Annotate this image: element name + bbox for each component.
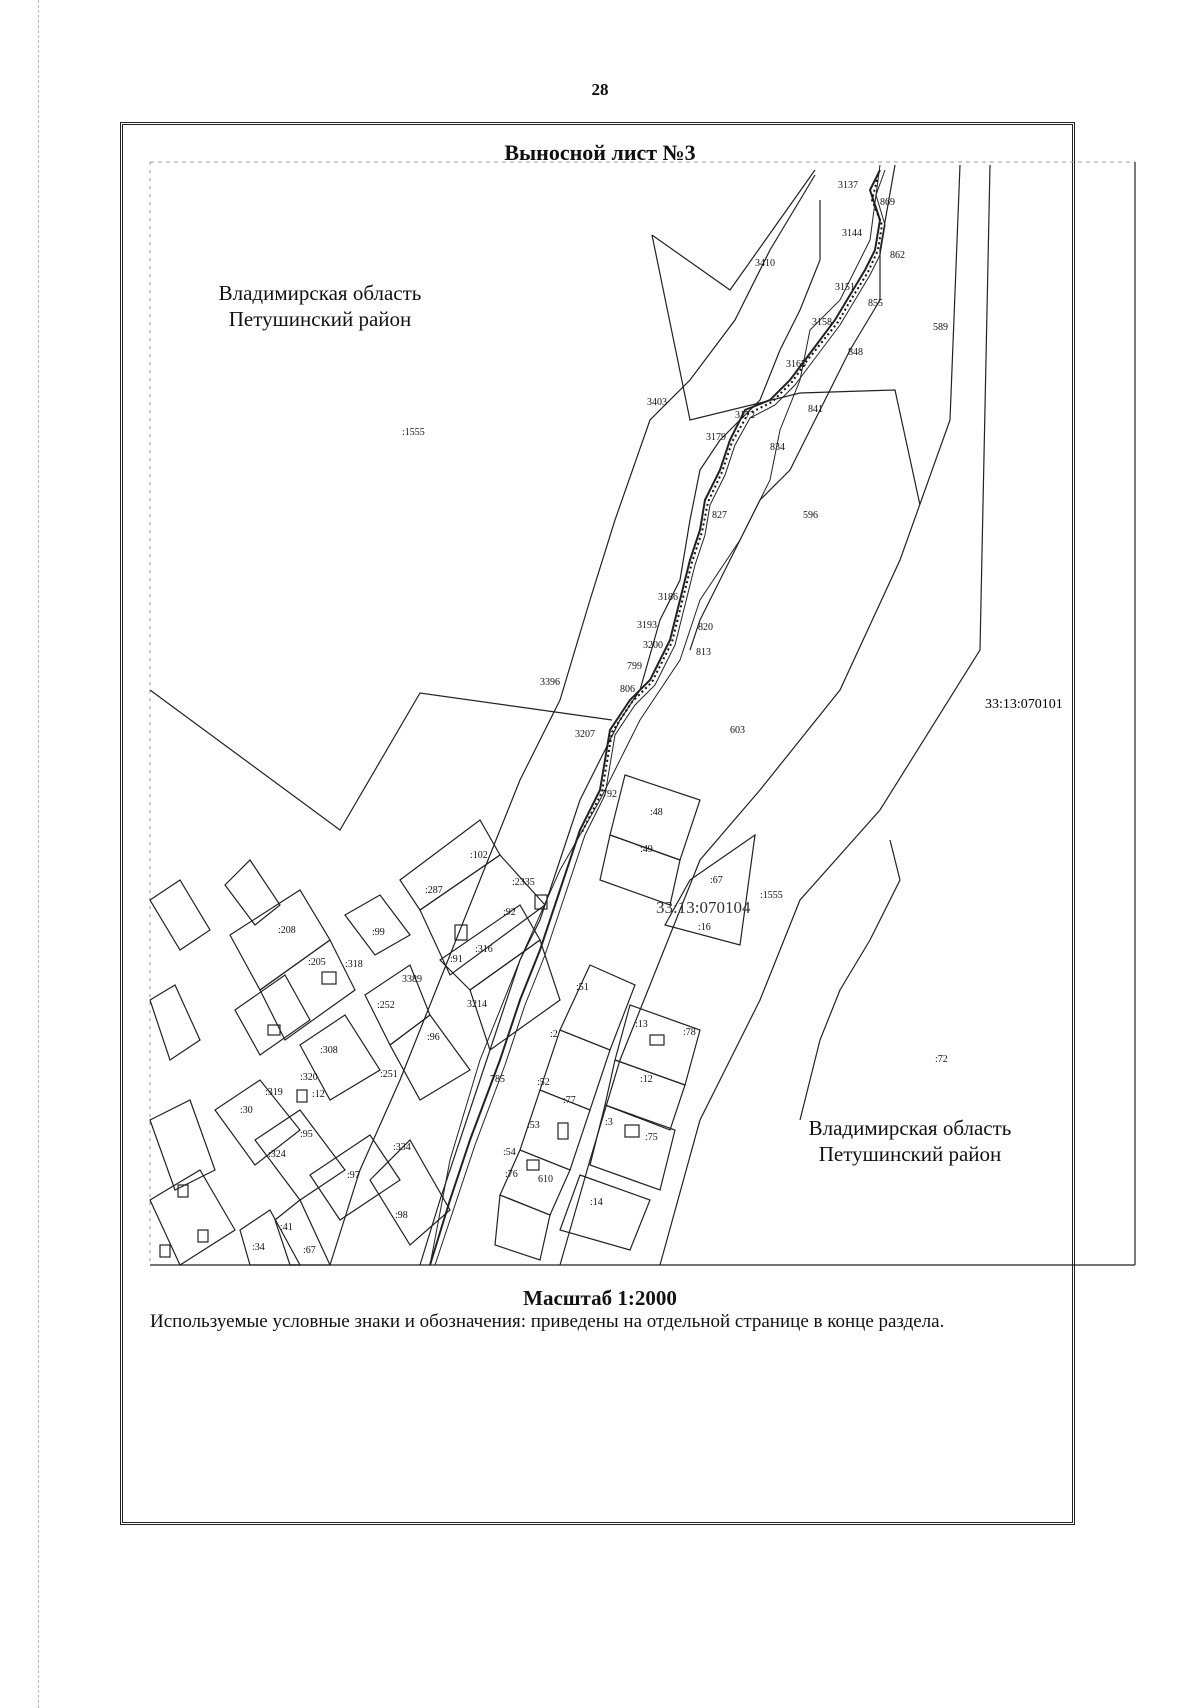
svg-text:3186: 3186 (658, 592, 678, 603)
svg-text:799: 799 (627, 661, 642, 672)
svg-text::320: :320 (300, 1072, 318, 1083)
svg-text::76: :76 (505, 1169, 518, 1180)
svg-text:3214: 3214 (467, 999, 487, 1010)
svg-text::92: :92 (503, 907, 516, 918)
svg-text:3410: 3410 (755, 258, 775, 269)
svg-text:855: 855 (868, 298, 883, 309)
region-label-top (200, 280, 440, 332)
region-top-line-2: Петушинский район (228, 307, 412, 331)
svg-text:3179: 3179 (706, 432, 726, 443)
svg-text::287: :287 (425, 885, 443, 896)
svg-text::16: :16 (698, 922, 711, 933)
svg-text:3172: 3172 (735, 410, 755, 421)
svg-text::12: :12 (312, 1089, 325, 1100)
svg-text::67: :67 (710, 875, 723, 886)
svg-text::77: :77 (563, 1095, 576, 1106)
svg-text::97: :97 (347, 1170, 360, 1181)
svg-text::53: :53 (527, 1120, 540, 1131)
svg-text::48: :48 (650, 807, 663, 818)
svg-text:862: 862 (890, 250, 905, 261)
svg-text:589: 589 (933, 322, 948, 333)
svg-text:834: 834 (770, 442, 785, 453)
svg-text::12: :12 (640, 1074, 653, 1085)
svg-text::205: :205 (308, 957, 326, 968)
building-marks (160, 895, 664, 1257)
svg-text::308: :308 (320, 1045, 338, 1056)
svg-text:603: 603 (730, 725, 745, 736)
svg-text::3: :3 (605, 1117, 613, 1128)
svg-text:3396: 3396 (540, 677, 560, 688)
svg-text::96: :96 (427, 1032, 440, 1043)
svg-text:3403: 3403 (647, 397, 667, 408)
svg-text:3389: 3389 (402, 974, 422, 985)
svg-text::334: :334 (393, 1142, 411, 1153)
svg-text::1555: :1555 (402, 427, 425, 438)
svg-text:806: 806 (620, 684, 635, 695)
svg-text::72: :72 (935, 1054, 948, 1065)
svg-text::95: :95 (300, 1129, 313, 1140)
svg-text:3207: 3207 (575, 729, 595, 740)
svg-text::208: :208 (278, 925, 296, 936)
svg-text::78: :78 (683, 1027, 696, 1038)
svg-text::51: :51 (576, 982, 589, 993)
svg-text:3165: 3165 (786, 359, 806, 370)
svg-text:610: 610 (538, 1174, 553, 1185)
svg-text::2335: :2335 (512, 877, 535, 888)
svg-text:813: 813 (696, 647, 711, 658)
svg-text::1555: :1555 (760, 890, 783, 901)
svg-text::99: :99 (372, 927, 385, 938)
svg-text:596: 596 (803, 510, 818, 521)
svg-text:3200: 3200 (643, 640, 663, 651)
svg-text:792: 792 (602, 789, 617, 800)
svg-text::49: :49 (640, 844, 653, 855)
sheet-title: Выносной лист №3 (504, 140, 696, 165)
svg-text::52: :52 (537, 1077, 550, 1088)
svg-text:3144: 3144 (842, 228, 862, 239)
page-number: 28 (591, 80, 609, 99)
quarter-label-main: 33:13:070101 (985, 697, 1063, 712)
svg-text::2: :2 (550, 1029, 558, 1040)
svg-text::13: :13 (635, 1019, 648, 1030)
svg-text::324: :324 (268, 1149, 286, 1160)
svg-text:841: 841 (808, 404, 823, 415)
region-label-bottom (790, 1115, 1030, 1167)
svg-text:3137: 3137 (838, 180, 858, 191)
map-scale: Масштаб 1:2000 (523, 1286, 677, 1310)
svg-text::34: :34 (252, 1242, 265, 1253)
svg-text::251: :251 (380, 1069, 398, 1080)
svg-text:785: 785 (490, 1074, 505, 1085)
svg-text:869: 869 (880, 197, 895, 208)
svg-text:3158: 3158 (812, 317, 832, 328)
legend-note: Используемые условные знаки и обозначения: приведены на отдельной странице в конце раздела. (150, 1311, 945, 1332)
svg-text:848: 848 (848, 347, 863, 358)
svg-text::54: :54 (503, 1147, 516, 1158)
svg-text::41: :41 (280, 1222, 293, 1233)
svg-text::316: :316 (475, 944, 493, 955)
point-labels (402, 180, 948, 1185)
svg-text::14: :14 (590, 1197, 603, 1208)
svg-text:820: 820 (698, 622, 713, 633)
svg-text::75: :75 (645, 1132, 658, 1143)
quarter-label-inner: 33:13:070104 (656, 898, 751, 917)
svg-text::67: :67 (303, 1245, 316, 1256)
svg-text:3151: 3151 (835, 282, 855, 293)
svg-text::91: :91 (450, 954, 463, 965)
svg-text::30: :30 (240, 1105, 253, 1116)
svg-text::252: :252 (377, 1000, 395, 1011)
svg-text:3193: 3193 (637, 620, 657, 631)
region-bottom-line-2: Петушинский район (818, 1142, 1002, 1166)
region-bottom-line-1: Владимирская область (808, 1116, 1012, 1140)
svg-text::98: :98 (395, 1210, 408, 1221)
region-top-line-1: Владимирская область (218, 281, 422, 305)
svg-text::318: :318 (345, 959, 363, 970)
svg-text:827: 827 (712, 510, 727, 521)
svg-text::319: :319 (265, 1087, 283, 1098)
svg-text::102: :102 (470, 850, 488, 861)
